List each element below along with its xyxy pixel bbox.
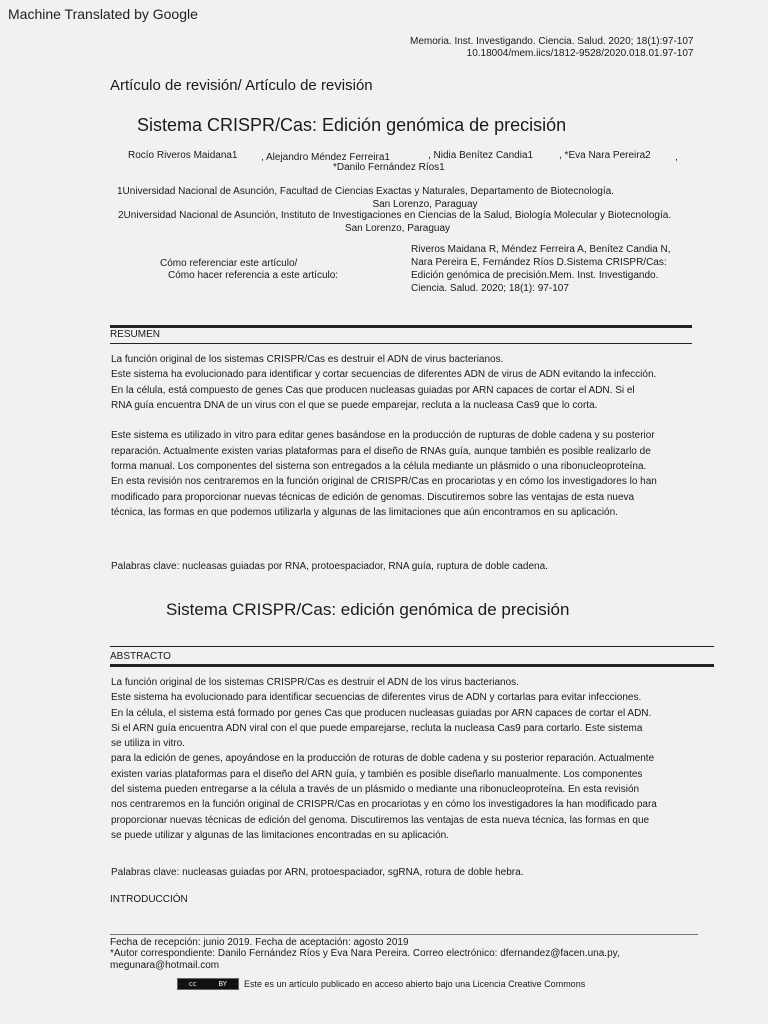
affiliation-location: San Lorenzo, Paraguay (344, 223, 451, 234)
citation-line: Ciencia. Salud. 2020; 18(1): 97-107 (411, 283, 569, 294)
resumen-keywords: Palabras clave: nucleasas guiadas por RNA, protoespaciador, RNA guía, ruptura de doble cadena. (111, 561, 548, 572)
paragraph-line: del sistema pueden entregarse a la célula a través de un plásmido o mediante una ribonucleoproteína. En esta revisión (111, 784, 640, 796)
english-title: Sistema CRISPR/Cas: edición genómica de precisión (166, 600, 570, 619)
affiliation-text: 2Universidad Nacional de Asunción, Instituto de Investigaciones en Ciencias de la Salud, Biología Molecular y Biotecnología. (118, 210, 672, 221)
section-label-resumen: RESUMEN (110, 329, 161, 340)
paragraph-line: se utiliza in vitro. (111, 738, 185, 750)
intro-heading: INTRODUCCIÓN (110, 894, 188, 905)
footer-rule (110, 934, 698, 935)
section-rule-thin (110, 343, 692, 344)
resumen-body (111, 352, 711, 520)
section-rule (110, 325, 692, 328)
paragraph-line: En esta revisión nos centraremos en la función original de CRISPR/Cas en procariotas y en cómo los investigadores lo han (111, 476, 657, 488)
abstracto-body (111, 675, 711, 843)
citation-line: Nara Pereira E, Fernández Ríos D.Sistema CRISPR/Cas: (411, 257, 667, 268)
paragraph-line: Este sistema es utilizado in vitro para editar genes basándose en la producción de rupturas de doble cadena y su posterior (111, 430, 655, 442)
paragraph-line: La función original de los sistemas CRISPR/Cas es destruir el ADN de virus bacterianos. (111, 354, 504, 365)
paragraph-line: nos centraremos en la función original de CRISPR/Cas en procariotas y en cómo los investigadores la han modificado para (111, 799, 657, 811)
author-name: , *Eva Nara Pereira2 (559, 150, 651, 161)
paragraph-line: Si el ARN guía encuentra ADN viral con el que puede emparejarse, recluta la nucleasa Cas9 para cortarlo. Este sistema (111, 722, 643, 734)
citation-text (411, 243, 671, 295)
paragraph-line: se puede utilizar y algunas de las limitaciones encontradas en su aplicación. (111, 829, 449, 841)
citation-line: Riveros Maidana R, Méndez Ferreira A, Benítez Candia N, (411, 244, 671, 255)
cite-label-line: Cómo referenciar este artículo/ (160, 258, 298, 269)
journal-reference: Memoria. Inst. Investigando. Ciencia. Salud. 2020; 18(1):97-107 (410, 36, 694, 47)
affiliation-location: San Lorenzo, Paraguay (372, 199, 478, 210)
paragraph-line: RNA guía encuentra DNA de un virus con el que se puede emparejar, recluta a la nucleasa Cas9 que lo corta. (111, 399, 598, 411)
cite-label (160, 258, 338, 282)
translation-banner: Machine Translated by Google (8, 6, 198, 22)
page-title: Sistema CRISPR/Cas: Edición genómica de precisión (137, 115, 567, 135)
paragraph-line: En la célula, el sistema está formado por genes Cas que producen nucleasas guiadas por ARN capaces de cortar el ADN. (111, 707, 652, 719)
doi: 10.18004/mem.iics/1812-9528/2020.018.01.97-107 (466, 48, 694, 59)
paragraph-line: proporcionar nuevas técnicas de edición del genoma. Discutiremos las ventajas de esta nueva técnica, las formas en que (111, 814, 650, 826)
paragraph-line: técnica, las formas en que podemos utilizarla y algunas de las limitaciones que aún encontramos en su aplicación. (111, 506, 618, 518)
author-name: *Danilo Fernández Ríos1 (333, 162, 445, 173)
paragraph-line: reparación. Actualmente existen varias plataformas para el diseño de RNAs guía, aunque también es posible realizarlo de (111, 445, 651, 457)
affiliation-text: 1Universidad Nacional de Asunción, Facultad de Ciencias Exactas y Naturales, Departamento de Biotecnología. (117, 186, 614, 197)
corresponding-email: megunara@hotmail.com (110, 960, 220, 971)
author-name: Rocío Riveros Maidana1 (128, 150, 238, 161)
paragraph-line: Este sistema ha evolucionado para identificar y cortar secuencias de diferentes ADN de virus de ADN evitando la infección. (111, 369, 657, 381)
paragraph-line: para la edición de genes, apoyándose en la producción de roturas de doble cadena y su posterior reparación. Actualmente (111, 753, 655, 765)
citation-line: Edición genómica de precisión.Mem. Inst. Investigando. (411, 270, 659, 281)
author-name: , Nidia Benítez Candia1 (428, 150, 534, 161)
paragraph-line: forma manual. Los componentes del sistema son entregados a la célula mediante un plásmido o una ribonucleoproteína. (111, 461, 647, 473)
license-text: Este es un artículo publicado en acceso abierto bajo una Licencia Creative Commons (244, 979, 586, 989)
author-separator: , (675, 152, 678, 163)
paragraph-line: modificado para proporcionar nuevas técnicas de edición de genomas. Discutiremos sobre las ventajas de esta nueva (111, 491, 635, 503)
paragraph-line: Este sistema ha evolucionado para identificar secuencias de diferentes virus de ADN y cortarlas para evitar infecciones. (111, 692, 642, 704)
abstracto-keywords: Palabras clave: nucleasas guiadas por ARN, protoespaciador, sgRNA, rotura de doble hebra. (111, 867, 524, 878)
cc-icon: cc (188, 980, 197, 988)
paragraph-line: La función original de los sistemas CRISPR/Cas es destruir el ADN de los virus bacterianos. (111, 677, 519, 688)
by-icon: BY (218, 980, 228, 988)
cite-label-line: Cómo hacer referencia a este artículo: (168, 270, 339, 281)
creative-commons-badge (177, 978, 239, 990)
corresponding-author: *Autor correspondiente: Danilo Fernández Ríos y Eva Nara Pereira. Correo electrónico: dfernandez@facen.una.py, (110, 948, 620, 959)
author-name: , Alejandro Méndez Ferreira1 (261, 152, 390, 163)
section-label-abstracto: ABSTRACTO (110, 651, 171, 662)
journal-citation (410, 36, 694, 60)
affiliation-1 (80, 185, 710, 211)
section-rule-thin (110, 646, 714, 647)
affiliation-2 (80, 209, 710, 235)
paragraph-line: existen varias plataformas para el diseño del ARN guía, y también es posible diseñarlo manualmente. Los componentes (111, 768, 643, 780)
footer-dates: Fecha de recepción: junio 2019. Fecha de aceptación: agosto 2019 (110, 937, 409, 948)
section-rule (110, 664, 714, 667)
paragraph-line: En la célula, está compuesto de genes Cas que producen nucleasas guiadas por ARN capaces de cortar el ADN. Si el (111, 384, 635, 396)
article-type: Artículo de revisión/ Artículo de revisión (110, 77, 373, 94)
paragraph-line (111, 413, 711, 428)
